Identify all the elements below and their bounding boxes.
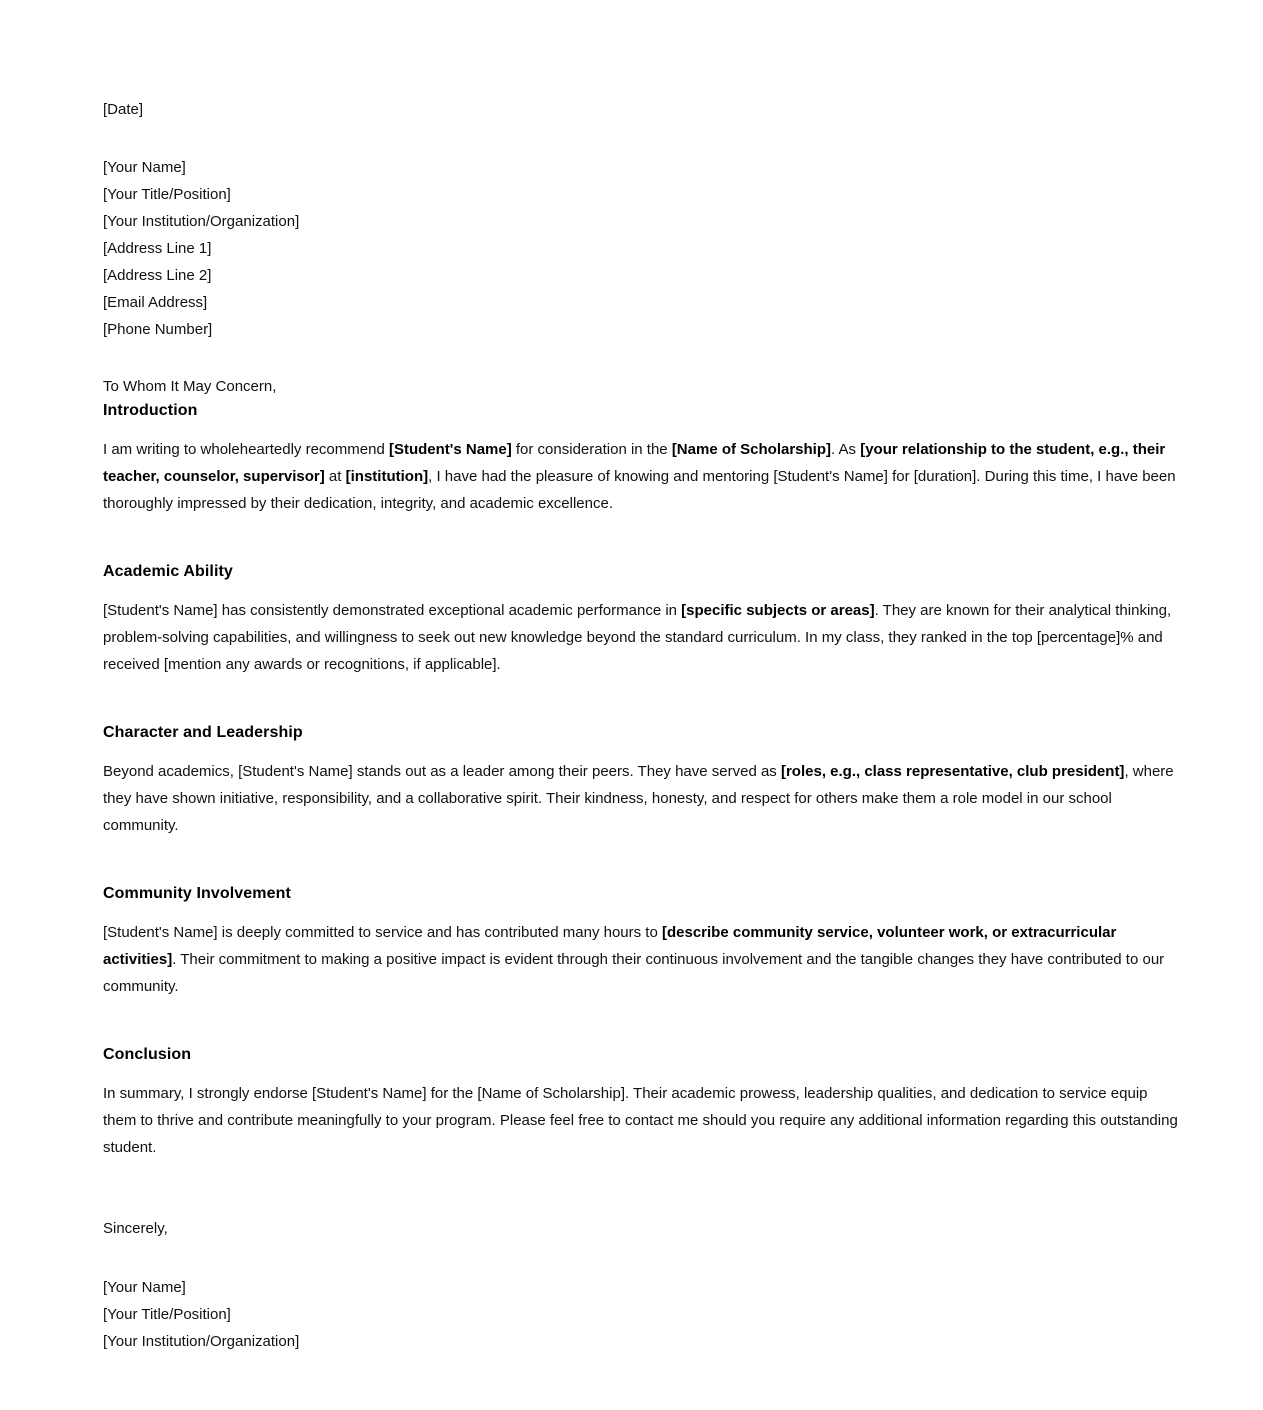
closing-block: [103, 1215, 1179, 1355]
letter-section: [103, 400, 1179, 517]
section-paragraph: [103, 919, 1179, 1000]
placeholder-bold-run: [your relationship to the student, e.g., their teacher, counselor, supervisor]: [103, 441, 1166, 485]
text-run: for consideration in the: [511, 441, 672, 458]
signature-line: [Your Title/Position]: [103, 1306, 231, 1323]
section-heading: Community Involvement: [103, 885, 291, 902]
signature-block: [103, 1274, 1179, 1355]
letter-body: [103, 96, 1179, 1355]
sender-address-line: [Your Title/Position]: [103, 186, 231, 203]
text-run: , I have had the pleasure of knowing and mentoring [Student's Name] for [duration]. During this time, I have been thoroughly impressed by their dedication, integrity, and academic excellence.: [103, 468, 1176, 512]
text-run: . Their commitment to making a positive impact is evident through their continuous involvement and the tangible changes they have contributed to our community.: [103, 951, 1165, 995]
text-run: . They are known for their analytical thinking, problem-solving capabilities, and willingness to seek out new knowledge beyond the standard curriculum. In my class, they ranked in the top [percentage]% and received [mention any awards or recognitions, if applicable].: [103, 602, 1172, 673]
sections-container: [103, 400, 1179, 1161]
section-heading: Academic Ability: [103, 563, 233, 580]
letter-section: [103, 722, 1179, 839]
signature-line-clipped: [Your Institution/Organization]: [103, 1333, 300, 1350]
text-run: , where they have shown initiative, responsibility, and a collaborative spirit. Their kindness, honesty, and respect for others make them a role model in our school community.: [103, 763, 1174, 834]
placeholder-bold-run: [specific subjects or areas]: [681, 602, 875, 619]
letter-section: [103, 883, 1179, 1000]
text-run: In summary, I strongly endorse [Student's Name] for the [Name of Scholarship]. Their academic prowess, leadership qualities, and dedication to service equip them to thrive and contribute meaningfully to your program. Please feel free to contact me should you require any additional information regarding this outstanding student.: [103, 1085, 1178, 1156]
text-run: Beyond academics, [Student's Name] stands out as a leader among their peers. They have served as: [103, 763, 781, 780]
sender-address-block: [103, 154, 1179, 343]
sender-address-line: [Address Line 1]: [103, 240, 212, 257]
text-run: [Student's Name] is deeply committed to service and has contributed many hours to: [103, 924, 662, 941]
text-run: [Student's Name] has consistently demonstrated exceptional academic performance in: [103, 602, 682, 619]
sender-address-line: [Your Institution/Organization]: [103, 213, 300, 230]
section-heading: Introduction: [103, 402, 198, 419]
signature-line: [Your Name]: [103, 1279, 186, 1296]
letter-section: [103, 561, 1179, 678]
sender-address-line: [Email Address]: [103, 294, 208, 311]
placeholder-bold-run: [Student's Name]: [388, 441, 512, 458]
section-paragraph: [103, 436, 1179, 517]
text-run: at: [324, 468, 346, 485]
sender-address-line: [Address Line 2]: [103, 267, 212, 284]
placeholder-bold-run: [institution]: [345, 468, 429, 485]
letter-section: [103, 1044, 1179, 1161]
placeholder-bold-run: [roles, e.g., class representative, club president]: [780, 763, 1125, 780]
placeholder-bold-run: [Name of Scholarship]: [671, 441, 832, 458]
salutation: To Whom It May Concern,: [103, 378, 277, 395]
section-heading: Character and Leadership: [103, 724, 303, 741]
section-paragraph: [103, 1080, 1179, 1161]
sender-address-line: [Your Name]: [103, 159, 186, 176]
section-paragraph: [103, 597, 1179, 678]
spacer: [103, 343, 1179, 373]
text-run: . As: [831, 441, 861, 458]
spacer: [103, 123, 1179, 154]
section-paragraph: [103, 758, 1179, 839]
text-run: I am writing to wholeheartedly recommend: [103, 441, 389, 458]
date-placeholder: [Date]: [103, 101, 144, 118]
sender-address-line: [Phone Number]: [103, 321, 213, 338]
placeholder-bold-run: [describe community service, volunteer work, or extracurricular activities]: [103, 924, 1117, 968]
closing-word: Sincerely,: [103, 1220, 168, 1237]
section-heading: Conclusion: [103, 1046, 192, 1063]
